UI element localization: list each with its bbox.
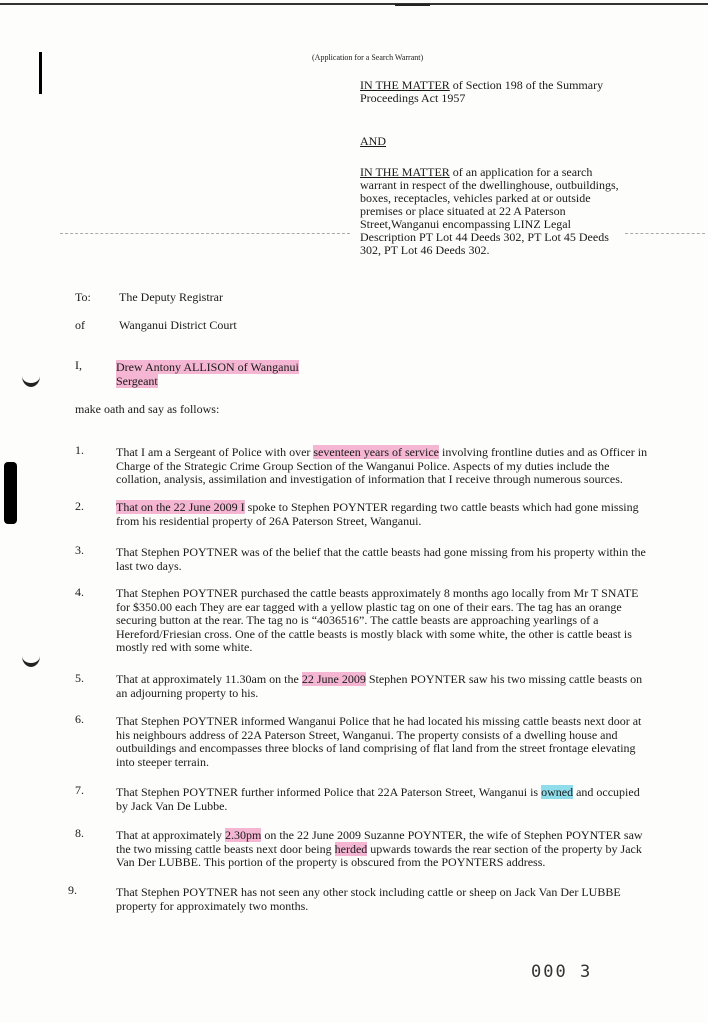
paragraph-line: That at approximately 11.30am on the 22 June 2009 Stephen POYNTER saw his two missing cattle beasts on [116, 672, 643, 686]
paragraph-number: 4. [75, 585, 84, 599]
matter2-rest: of an application for a search [449, 165, 593, 179]
paragraph-line: That Stephen POYTNER informed Wanganui Police that he had located his missing cattle beasts next door at [116, 714, 642, 728]
matter2-lead: IN THE MATTER [360, 165, 450, 179]
paragraph-9 [116, 886, 662, 913]
scan-dash-left [60, 233, 350, 235]
of-label: of [75, 318, 85, 332]
paragraph-line: an adjourning property to his. [116, 685, 259, 700]
paragraph-line: the two missing cattle beasts next door being herded upwards towards the rear section of the property by Jack [116, 841, 642, 856]
paragraph-line: That Stephen POYTNER purchased the cattle beasts approximately 8 months ago locally from Mr T SNATE [116, 586, 639, 600]
matter2-line: Street,Wanganui encompassing LINZ Legal [360, 217, 571, 231]
paragraph-3 [116, 546, 662, 573]
page-stamp: 000 3 [531, 962, 593, 982]
to-label: To: [75, 290, 91, 304]
paragraph-number: 3. [75, 543, 84, 557]
scan-mark-top [39, 52, 42, 94]
deponent-name-line2: Sergeant [116, 374, 158, 388]
oath-line: make oath and say as follows: [75, 402, 220, 416]
paragraph-5 [116, 673, 662, 700]
highlighted-phrase: 2.30pm [224, 828, 262, 842]
of-value: Wanganui District Court [119, 318, 237, 332]
paragraph-line: collation, analysis, assimilation and investigation of information that I receive through numerous sources. [116, 472, 623, 486]
paragraph-line: That at approximately 2.30pm on the 22 June 2009 Suzanne POYNTER, the wife of Stephen POYNTER saw [116, 828, 643, 842]
paragraph-8 [116, 829, 662, 870]
matter2-line: boxes, receptacles, vehicles parked at or outside [360, 191, 591, 205]
paragraph-4 [116, 587, 662, 655]
punch-hole-2 [22, 645, 40, 667]
paragraph-line: securing button at the rear. The tag no is “4036516”. The cattle beasts are approaching yearlings of a [116, 613, 599, 627]
paragraph-line: Charge of the Strategic Crime Group Section of the Wanganui Police. Aspects of my duties include the [116, 458, 610, 473]
deponent-name [116, 360, 299, 388]
paragraph-line: property for approximately two months. [116, 898, 309, 913]
paragraph-1 [116, 446, 662, 487]
matter-search-warrant [360, 166, 680, 257]
scan-dash-right [625, 233, 705, 235]
highlighted-phrase: owned [541, 785, 574, 799]
paragraph-line: That on the 22 June 2009 I spoke to Stephen POYNTER regarding two cattle beasts which had gone missing [116, 500, 639, 514]
highlighted-phrase: 22 June 2009 [301, 672, 366, 686]
application-label: (Application for a Search Warrant) [312, 53, 424, 62]
matter2-line: 302, PT Lot 46 Deeds 302. [360, 243, 490, 257]
highlighted-phrase: That on the 22 June 2009 I [116, 500, 245, 514]
i-label: I, [75, 358, 82, 372]
matter2-line: warrant in respect of the dwellinghouse, outbuildings, [360, 178, 619, 192]
deponent-name-line1: Drew Antony ALLISON of Wanganui [116, 360, 299, 374]
scan-edge-line [0, 3, 708, 5]
punch-hole-1 [22, 365, 40, 387]
paragraph-line: from his residential property of 26A Paterson Street, Wanganui. [116, 513, 422, 528]
paragraph-number: 6. [75, 712, 84, 726]
paragraph-7 [116, 786, 662, 813]
paragraph-line: mostly red with some white. [116, 640, 253, 654]
paragraph-line: by Jack Van De Lubbe. [116, 798, 228, 813]
paragraph-line: Van Der LUBBE. This portion of the property is obscured from the POYNTERS address. [116, 855, 546, 869]
paragraph-line: That Stephen POYTNER further informed Police that 22A Paterson Street, Wanganui is owned and occupied [116, 785, 640, 799]
matter1-rest: of Section 198 of the Summary [449, 78, 604, 92]
paragraph-number: 8. [75, 826, 84, 840]
highlighted-phrase: seventeen years of service [313, 445, 439, 459]
paragraph-line: That Stephen POYTNER was of the belief that the cattle beasts had gone missing from his property within the [116, 545, 646, 559]
paragraph-line: That I am a Sergeant of Police with over seventeen years of service involving frontline duties and as Officer in [116, 445, 648, 459]
paragraph-line: Hereford/Friesian cross. One of the cattle beasts is mostly black with some white, the other is cattle beast is [116, 626, 632, 641]
highlighted-phrase: herded [334, 841, 368, 856]
paragraph-line: That Stephen POYTNER has not seen any other stock including cattle or sheep on Jack Van Der LUBBE [116, 885, 621, 899]
matter1-lead: IN THE MATTER [360, 78, 450, 92]
matter2-line: Description PT Lot 44 Deeds 302, PT Lot 45 Deeds [360, 230, 609, 244]
scan-mark-punch [4, 462, 17, 524]
paragraph-line: outbuildings and encompasses three blocks of land comprising of flat land from the street frontage elevating [116, 741, 636, 755]
to-value: The Deputy Registrar [119, 290, 223, 304]
matter1-line2: Proceedings Act 1957 [360, 91, 466, 105]
matter2-line: premises or place situated at 22 A Paterson [360, 204, 566, 218]
paragraph-number: 2. [75, 499, 84, 513]
paragraph-line: into steeper terrain. [116, 754, 209, 769]
paragraph-2 [116, 501, 662, 528]
paragraph-6 [116, 715, 662, 769]
paragraph-number: 1. [75, 443, 84, 457]
paragraph-line: his neighbours address of 22A Paterson Street, Wanganui. The property consists of a dwelling house and [116, 727, 618, 742]
paragraph-number: 5. [75, 671, 84, 685]
and-label: AND [360, 134, 386, 148]
scan-edge-line-dark [395, 4, 430, 6]
paragraph-number: 9. [68, 883, 77, 897]
paragraph-number: 7. [75, 783, 84, 797]
matter-section-198 [360, 79, 660, 105]
paragraph-line: last two days. [116, 558, 182, 573]
paragraph-line: for $350.00 each They are ear tagged with a yellow plastic tag on one of their ears. The tag has an orange [116, 599, 622, 614]
